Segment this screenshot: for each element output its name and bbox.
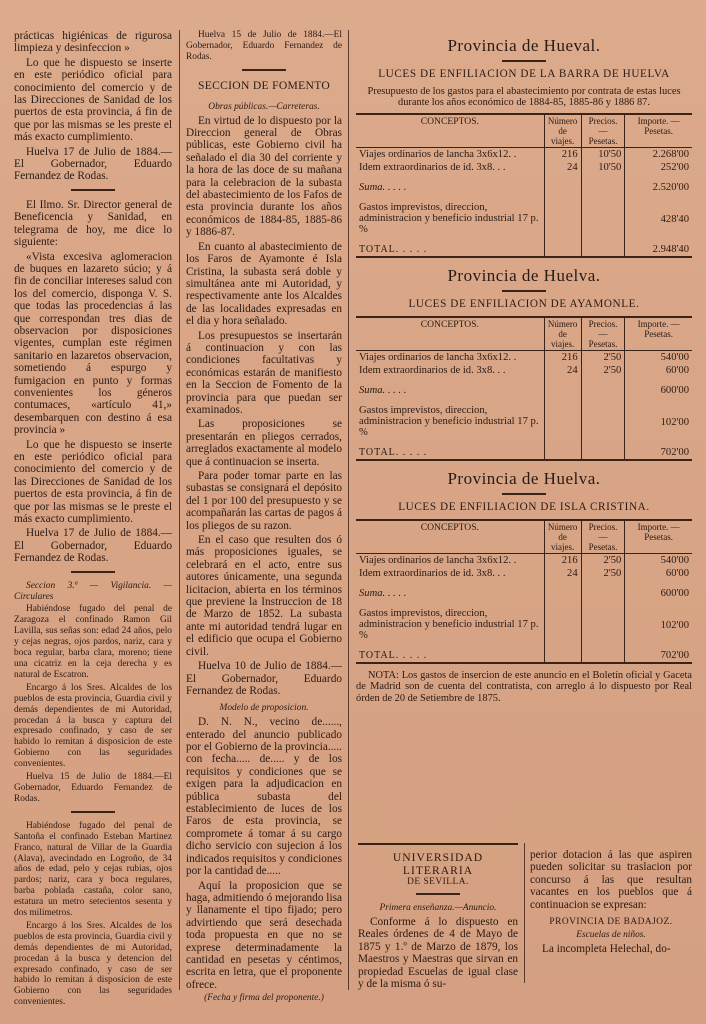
col-header: Precios. — Pesetas. — [581, 114, 625, 148]
note: NOTA: Los gastos de insercion de este anuncio en el Boletín oficial y Gaceta de Madrid son de cuenta del contratista, con arreglo á lo dispuesto por Real órden de 20 de Setiembre de 1875. — [356, 669, 692, 704]
province-title: Provincia de Huelva. — [447, 468, 601, 488]
col-header: Importe. — Pesetas. — [625, 317, 692, 351]
paragraph: En cuanto al abastecimiento de los Faros de Ayamonte é Isla Cristina, la subasta será doble y simultánea ante mi Autoridad, y respectivamente ante los Alcaldes de las localidades expresadas en el dia y hora señalado. — [186, 240, 342, 328]
paragraph: perior dotacion á las que aspiren pueden solicitar su traslacion por concurso á las que resultan vacantes en los pueblos que á continuacion se expresan: — [530, 849, 692, 911]
notice-subheading: DE SEVILLA. — [407, 877, 469, 887]
table-cell: 24 — [544, 567, 581, 580]
paragraph: En virtud de lo dispuesto por la Direccion general de Obras públicas, este Gobierno civil ha señalado el dia 30 del corriente y la hora de las doce de su mañana para la celebracion de la subasta del abastecimiento de los Fafos de esta provincia durante los años económicos de 1884-85, 1885-86 y 1886-87. — [186, 114, 342, 239]
divider — [502, 60, 546, 62]
table-cell: 2'50 — [581, 350, 625, 364]
section-heading: SECCION DE FOMENTO — [197, 78, 331, 92]
table-cell: 102'00 — [625, 600, 692, 642]
signature: Huelva 17 de Julio de 1884.— El Gobernador, Eduardo Fernandez de Rodas. — [14, 145, 172, 183]
col-header: Importe. — Pesetas. — [625, 520, 692, 554]
column-left — [14, 30, 172, 1010]
total-label: TOTAL. . . . . — [356, 236, 544, 257]
column-right — [356, 36, 692, 707]
province-title: Provincia de Huelva. — [447, 265, 601, 285]
budget-table — [356, 113, 692, 258]
col-header: Número de viajes. — [544, 520, 581, 554]
divider — [71, 811, 115, 813]
col-header: CONCEPTOS. — [356, 520, 544, 554]
budget-table — [356, 519, 692, 664]
signature: Huelva 17 de Julio de 1884.— El Gobernador, Eduardo Fernandez de Rodas. — [14, 527, 172, 565]
column-middle — [186, 30, 342, 1006]
table-cell: Idem extraordinarios de id. 3x8. . . — [359, 364, 506, 376]
table-cell: 216 — [544, 553, 581, 567]
table-title: LUCES DE ENFILIACION DE AYAMONLE. — [408, 297, 640, 310]
table-cell: Idem extraordinarios de id. 3x8. . . — [359, 161, 506, 173]
paragraph: prácticas higiénicas de rigurosa limpieza y desinfeccion » — [14, 30, 172, 55]
paragraph: Habiéndose fugado del penal de Zaragoza el confinado Ramon Gil Lavilla, sus señas son: edad 24 años, pelo y cejas negras, ojos pardos, nariz, cara y boca regular, barba clara, moreno; tiene una cicatriz en la ceja derecha y es natural de Escatron. — [14, 604, 172, 680]
sum-label: Suma. . . . . — [359, 587, 407, 599]
table-cell: 216 — [544, 147, 581, 161]
table-cell: Viajes ordinarios de lancha 3x6x12. . — [359, 351, 517, 363]
table-cell: Gastos imprevistos, direccion, administracion y beneficio industrial 17 p. % — [359, 607, 539, 641]
paragraph: El Ilmo. Sr. Director general de Beneficencia y Sanidad, en telegrama de hoy, me dice lo siguiente: — [14, 198, 172, 249]
notice-heading: UNIVERSIDAD LITERARIA — [392, 851, 484, 877]
col-header: Número de viajes. — [544, 114, 581, 148]
paragraph: Encargo á los Sres. Alcaldes de los pueblos de esta provincia, Guardia civil y demás dependientes de mi Autoridad, procedan á la busca y captura del expresado confinado, y caso de ser habido lo remitan á disposicion de este Gobierno con las seguridades convenientes. — [14, 682, 172, 770]
province-heading: PROVINCIA DE BADAJOZ. — [549, 917, 673, 928]
notice-type: Primera enseñanza.—Anuncio. — [379, 903, 497, 913]
divider — [502, 493, 546, 495]
signature: Huelva 10 de Julio de 1884.— El Gobernador, Eduardo Fernandez de Rodas. — [186, 660, 342, 697]
paragraph: La incompleta Helechal, do- — [542, 942, 671, 955]
column-rule — [524, 843, 525, 983]
table-cell: Viajes ordinarios de lancha 3x6x12. . — [359, 554, 517, 566]
paragraph: Habiéndose fugado del penal de Santoña el confinado Esteban Martinez Franco, natural de Villar de la Guardia (Alava), avecindado en Logroño, de 34 años de edad, pelo y cejas rubias, ojos pardos; nariz, cara y boca regulares, barba poblada castaña, color sano, estatura un metro setecientos sesenta y dos milímetros. — [14, 820, 172, 919]
total-label: TOTAL. . . . . — [356, 439, 544, 460]
table-cell: 428'40 — [625, 194, 692, 236]
schools-heading: Escuelas de niños. — [576, 929, 646, 940]
total-value: 2.948'40 — [625, 236, 692, 257]
paragraph: Las proposiciones se presentarán en pliegos cerrados, arreglados exactamente al modelo que á continuacion se inserta. — [186, 418, 342, 468]
table-cell: 10'50 — [581, 161, 625, 174]
divider — [71, 189, 115, 191]
section-title: Seccion 3.ª — Vigilancia. — Circulares — [14, 580, 172, 602]
sum-value: 600'00 — [625, 377, 692, 397]
table-cell: 24 — [544, 161, 581, 174]
paragraph: Lo que he dispuesto se inserte en este periódico oficial para conocimiento del comercio y de las Direcciones de Sanidad de los puertos de esta provincia, á fin de que por las mismas se le preste el más exacto cumplimiento. — [14, 438, 172, 526]
table-cell: Gastos imprevistos, direccion, administracion y beneficio industrial 17 p. % — [359, 201, 539, 235]
sum-label: Suma. . . . . — [359, 384, 407, 396]
paragraph: Los presupuestos se insertarán á continuacion y con las condiciones facultativas y económicas estarán de manifiesto en la Seccion de Fomento de la provincia para que puedan ser examinados. — [186, 329, 342, 416]
col-header: Número de viajes. — [544, 317, 581, 351]
table-cell: 2'50 — [581, 364, 625, 377]
table-title: LUCES DE ENFILIACION DE ISLA CRISTINA. — [398, 500, 650, 513]
budget-table — [356, 316, 692, 461]
divider — [358, 843, 518, 845]
table-cell: Gastos imprevistos, direccion, administracion y beneficio industrial 17 p. % — [359, 404, 539, 438]
table-cell: 2.268'00 — [625, 147, 692, 161]
subheading: Obras públicas.—Carreteras. — [208, 101, 320, 112]
col-header: CONCEPTOS. — [356, 317, 544, 351]
model-title: Modelo de proposicion. — [219, 703, 309, 714]
divider — [242, 69, 286, 71]
signature-line: (Fecha y firma del proponente.) — [204, 993, 324, 1004]
signature: Huelva 15 de Julio de 1884.—El Gobernador, Eduardo Fernandez de Rodas. — [186, 30, 342, 62]
paragraph: Para poder tomar parte en las subastas se consignará el depósito del 1 por 100 del presupuesto y se acompañarán las cartas de pagos á los pliegos de su razon. — [186, 470, 342, 532]
signature: Huelva 15 de Julio de 1884.—El Gobernador, Eduardo Fernandez de Rodas. — [14, 772, 172, 804]
table-cell: 216 — [544, 350, 581, 364]
col-header: Precios. — Pesetas. — [581, 520, 625, 554]
table-cell: 540'00 — [625, 350, 692, 364]
paragraph: Aquí la proposicion que se haga, admitiendo ó mejorando lisa y llanamente el tipo fijado; pero advirtiendo que será desechada toda propuesta en que no se exprese determinadamente la cantidad en pesetas y céntimos, escrita en letra, que el proponente ofrece. — [186, 879, 342, 991]
university-notice — [358, 843, 518, 992]
table-cell: 102'00 — [625, 397, 692, 439]
sum-value: 2.520'00 — [625, 174, 692, 194]
total-value: 702'00 — [625, 642, 692, 663]
paragraph: Conforme á lo dispuesto en Reales órdenes de 4 de Mayo de 1875 y 1.º de Marzo de 1879, los Maestros y Maestras que sirvan en propiedad Escuelas de igual clase y de la misma ó su- — [358, 915, 518, 990]
telegram-quote: «Vista excesiva aglomeracion de buques en lazareto súcio; y á fin de conciliar intereses salud con los del comercio, disponga V. S. que todas las procedencias á las que correspondan tres dias de observacion por disposiciones vigentes, cumplan este régimen sanitario en lazaretos observacion, sometiendo á espurgo y fumigacion en punto y formas convenientes los géneros contumaces, «artículo 41,» desembarquen con destino á esa provincia » — [14, 250, 172, 437]
table-cell: 24 — [544, 364, 581, 377]
table-cell: 252'00 — [625, 161, 692, 174]
sum-value: 600'00 — [625, 580, 692, 600]
paragraph: Encargo á los Sres. Alcaldes de los pueblos de esta provincia, Guardia civil y demás dependientes de mi Autoridad, procedan á la busca y detencion del expresado confinado, y caso de ser habido lo remitan á disposicion de este Gobierno con las seguridades convenientes. — [14, 920, 172, 1008]
column-rule — [179, 30, 180, 990]
table-cell: 10'50 — [581, 147, 625, 161]
table-title: LUCES DE ENFILIACION DE LA BARRA DE HUELVA — [378, 68, 670, 80]
table-cell: Viajes ordinarios de lancha 3x6x12. . — [359, 148, 517, 160]
total-value: 702'00 — [625, 439, 692, 460]
table-cell: 60'00 — [625, 567, 692, 580]
paragraph: D. N. N., vecino de......, enterado del anuncio publicado por el Gobierno de la provincia..... con fecha..... de..... y de los requisitos y condiciones que se exigen para la adjudicacion en pública subasta del establecimiento de luces de los Faros de esta provincia, se compromete á tomar á su cargo dicho servicio con sujecion á los indicados requisitos y condiciones por la cantidad de..... — [186, 716, 342, 878]
table-cell: 2'50 — [581, 553, 625, 567]
column-rule — [348, 30, 349, 990]
table-caption: Presupuesto de los gastos para el abastecimiento por contrata de estas luces durante los años económico de 1884-85, 1885-86 y 1886 87. — [367, 86, 681, 109]
paragraph: En el caso que resulten dos ó más proposiciones iguales, se celebrará en el acto, entre sus autores únicamente, una segunda licitacion, abierta en los términos que previene la Instruccion de 18 de Marzo de 1852. La subasta ante mi autoridad tendrá lugar en el edificio que ocupa el Gobierno civil. — [186, 534, 342, 658]
col-header: Precios. — Pesetas. — [581, 317, 625, 351]
paragraph: Lo que he dispuesto se inserte en este periódico oficial para conocimiento del comercio y de las Direcciones de Sanidad de los puertos de esta provincia, á fin de que por las mismas se les preste el más exacto cumplimiento. — [14, 56, 172, 144]
col-header: Importe. — Pesetas. — [625, 114, 692, 148]
divider — [416, 893, 460, 895]
table-cell: Idem extraordinarios de id. 3x8. . . — [359, 567, 506, 579]
table-cell: 540'00 — [625, 553, 692, 567]
divider — [502, 290, 546, 292]
divider — [71, 571, 115, 573]
sum-label: Suma. . . . . — [359, 181, 407, 193]
col-header: CONCEPTOS. — [356, 114, 544, 148]
table-cell: 2'50 — [581, 567, 625, 580]
table-cell: 60'00 — [625, 364, 692, 377]
province-title: Provincia de Hueval. — [447, 36, 601, 55]
university-notice-cont — [530, 849, 692, 957]
total-label: TOTAL. . . . . — [356, 642, 544, 663]
